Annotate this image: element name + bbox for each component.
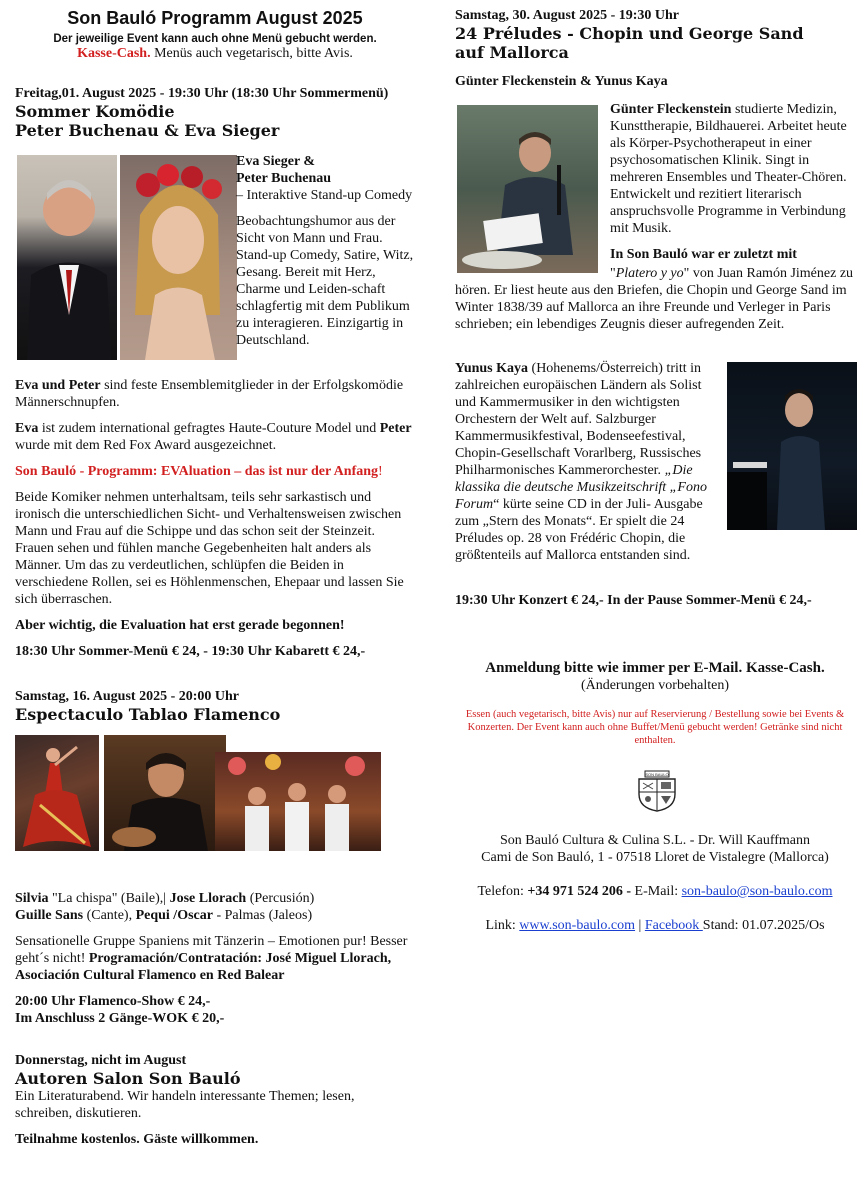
peter-rest: wurde mit dem Red Fox Award ausgezeichnet. [15, 438, 277, 453]
yunus-bio [455, 360, 720, 564]
group-drawing [215, 752, 381, 851]
guenter-fleckenstein-photo [457, 105, 598, 273]
performer-jose-role: (Percusión) [246, 891, 315, 906]
son-baulo-crest [635, 770, 679, 812]
flamenco-group-photo [215, 752, 381, 851]
yunus-photo-drawing [727, 362, 857, 530]
stand-date: Stand: 01.07.2025/Os [702, 918, 825, 933]
yunus-bio-text [455, 360, 720, 564]
guenter-name: Günter Fleckenstein [610, 102, 732, 117]
event-tagline: – Interaktive Stand-up Comedy [236, 188, 413, 203]
crest-text: SON BAULÓ [645, 772, 669, 777]
performer-names-2: Peter Buchenau [236, 171, 332, 186]
yunus-bio-part-1: (Hohenems/Österreich) tritt in zahlreichen europäischen Ländern als Solist und Kammermusiker in den wichtigsten Orchestern der Welt auf. Salzburger Kammermusikfestival, Bodenseefestival, Chopin-Gesellschaft Vorarlberg, Russisches Philharmonisches Kammerorchester. [455, 361, 702, 478]
flamenco-price-2: Im Anschluss 2 Gänge-WOK € 20,- [15, 1011, 225, 1026]
event-date: Donnerstag, nicht im August [15, 1053, 187, 1068]
food-notice: Essen (auch vegetarisch, bitte Avis) nur auf Reservierung / Bestellung sowie bei Events & Konzerten. Der Event kann auch ohne Buffet/Menü gebucht werden! Getränke sind nicht enthalten. [465, 709, 845, 746]
event-prices: 19:30 Uhr Konzert € 24,- In der Pause Sommer-Menü € 24,- [455, 593, 812, 608]
ensemble-text [15, 377, 415, 411]
link-label: Link: [485, 918, 520, 933]
flamenco-price-1: 20:00 Uhr Flamenco-Show € 24,- [15, 994, 211, 1009]
phone-number: +34 971 524 206 - [527, 884, 632, 899]
program-highlight [15, 463, 415, 480]
event-title: Sommer Komödie [15, 102, 175, 121]
email-label: E-Mail: [631, 884, 682, 899]
event-comedy [15, 85, 415, 140]
left-column [15, 0, 415, 1147]
event-title-2: auf Mallorca [455, 43, 569, 62]
flamenco-description [15, 933, 415, 984]
guenter-bio-text [610, 101, 855, 237]
page-subtitle: Der jeweilige Event kann auch ohne Menü gebucht werden. [53, 33, 377, 45]
yunus-bio-part-2: “ kürte seine CD in der Juli- Ausgabe zum „Stern des Monats“. Er spielt die 24 Préludes op. 28 von Frédéric Chopin, die größtenteils auf Mallorca entstanden sind. [455, 497, 703, 563]
event-prices: 18:30 Uhr Sommer-Menü € 24, - 19:30 Uhr Kabarett € 24,- [15, 644, 366, 659]
event-date: Samstag, 16. August 2025 - 20:00 Uhr [15, 689, 240, 704]
event-comedy-body [15, 377, 415, 660]
performer-guille-role: (Cante), [83, 908, 136, 923]
ensemble-rest: sind feste Ensemblemitglieder in der Erfolgskomödie Männerschnupfen. [15, 378, 404, 410]
event-artists: Günter Fleckenstein & Yunus Kaya [455, 74, 668, 89]
eva-name: Eva [15, 421, 39, 436]
performers-line-2 [15, 907, 415, 924]
guenter-bio [610, 101, 855, 263]
performer-pequi-role: - Palmas (Jaleos) [212, 908, 313, 923]
peter-buchenau-photo [17, 155, 117, 360]
last-appearance-rest: " von Juan Ramón Jiménez zu hören. Er liest heute aus den Briefen, die Chopin und George Sand im Winter 1838/39 auf Mallorca an ihre Freunde und Verleger in Paris schrieben; ein lebendiges Zeugnis dieser aufregenden Zeit. [455, 266, 854, 332]
event-note: Teilnahme kostenlos. Gäste willkommen. [15, 1132, 259, 1147]
kasse-label: Kasse-Cash. [77, 46, 151, 61]
eva-photo-drawing [120, 155, 237, 360]
flamenco-dancer-photo [15, 735, 99, 851]
chopin-prices-block [455, 592, 855, 609]
event-comedy-intro [236, 153, 416, 349]
last-appearance-bold: In Son Bauló war er zuletzt mit [610, 247, 797, 262]
performer-silvia: Silvia [15, 891, 49, 906]
eva-sieger-photo [120, 155, 237, 360]
event-description: Ein Literaturabend. Wir handeln interessante Themen; lesen, schreiben, diskutieren. [15, 1089, 355, 1121]
last-appearance [455, 265, 855, 333]
performer-guille: Guille Sans [15, 908, 84, 923]
platero-work: Platero y yo [615, 266, 684, 281]
event-title: Espectaculo Tablao Flamenco [15, 705, 281, 724]
dancer-drawing [15, 735, 99, 851]
yunus-kaya-photo [727, 362, 857, 530]
performers-line-1 [15, 890, 415, 907]
performer-pequi: Pequi /Oscar [135, 908, 213, 923]
website-link[interactable]: www.son-baulo.com [519, 918, 636, 933]
guenter-photo-drawing [457, 105, 598, 273]
event-title: 24 Préludes - Chopin und George Sand [455, 24, 804, 43]
kasse-rest: Menüs auch vegetarisch, bitte Avis. [150, 46, 353, 61]
company-name: Son Bauló Cultura & Culina S.L. - Dr. Will Kauffmann [499, 833, 810, 848]
contact-block [455, 832, 855, 934]
peter-photo-drawing [17, 155, 117, 360]
performer-silvia-role: "La chispa" (Baile),| [48, 891, 170, 906]
percussion-drawing [104, 735, 226, 851]
performer-names-1: Eva Sieger & [236, 154, 316, 169]
event-title: Autoren Salon Son Bauló [15, 1069, 241, 1088]
company-address: Cami de Son Bauló, 1 - 07518 Lloret de Vistalegre (Mallorca) [481, 850, 829, 865]
flamenco-desc-bold: Programación/Contratación: José Miguel Llorach, Asociación Cultural Flamenco en Red Balear [15, 951, 392, 983]
fono-forum: „Die klassika die deutsche Musikzeitschrift „Fono Forum [455, 463, 707, 512]
eva-rest: ist zudem international gefragtes Haute-Couture Model und [38, 421, 380, 436]
link-separator: | [635, 918, 645, 933]
event-flamenco [15, 688, 415, 724]
peter-name: Peter [379, 421, 412, 436]
changes-note: (Änderungen vorbehalten) [580, 678, 730, 693]
percussion-photo [104, 735, 226, 851]
quote-open: " [610, 266, 616, 281]
email-link[interactable]: son-baulo@son-baulo.com [681, 884, 833, 899]
event-body: Beide Komiker nehmen unterhaltsam, teils sehr sarkastisch und ironisch die unterschiedlichen Sicht- und Verhaltensweisen zwischen Mann und Frau auf die Schippe und das schon seit der Steinzeit. Frauen sehen und fühlen manche Gegebenheiten halt anders als Männer. Um das zu verdeutlichen, schlüpfen die Beiden in verschiedene Rollen, sei es Höhlenmenschen, Ehepaar und lassen Sie sich überraschen. [15, 490, 404, 607]
event-date: Freitag,01. August 2025 - 19:30 Uhr (18:30 Uhr Sommermenü) [15, 86, 389, 101]
event-flamenco-body [15, 890, 415, 1027]
event-important: Aber wichtig, die Evaluation hat erst gerade begonnen! [15, 618, 345, 633]
page-title: Son Bauló Programm August 2025 [67, 8, 363, 28]
awards-text [15, 420, 415, 454]
links-line [455, 917, 855, 934]
event-subtitle: Peter Buchenau & Eva Sieger [15, 121, 280, 140]
highlight-end: ! [378, 464, 383, 479]
footer [455, 660, 855, 747]
event-description: Beobachtungshumor aus der Sicht von Mann und Frau. Stand-up Comedy, Satire, Witz, Gesang. Bereit mit Herz, Charme und Leiden-schaft schlagfertig mit dem Publikum zu interagieren. Einzigartig in Deutschland. [236, 214, 414, 348]
contact-line [455, 883, 855, 900]
performer-jose: Jose Llorach [169, 891, 247, 906]
last-appearance-text [455, 265, 855, 333]
ensemble-names: Eva und Peter [15, 378, 101, 393]
event-chopin [455, 7, 855, 90]
guenter-bio-rest: studierte Medizin, Kunsttherapie, Bildhauerei. Arbeitet heute als Körper-Psychotherapeut in einer psychosomatischen Klinik. Singt in mehreren Ensembles und Theater-Chören. Entwickelt und rezitiert literarisch anspruchsvolle Programme in Verbindung mit Musik. [610, 102, 847, 236]
event-date: Samstag, 30. August 2025 - 19:30 Uhr [455, 8, 680, 23]
phone-label: Telefon: [477, 884, 528, 899]
yunus-name: Yunus Kaya [455, 361, 529, 376]
event-authors-salon [15, 1052, 415, 1148]
signup-note: Anmeldung bitte wie immer per E-Mail. Kasse-Cash. [485, 660, 825, 676]
facebook-link[interactable]: Facebook [644, 918, 703, 933]
flamenco-desc-plain: Sensationelle Gruppe Spaniens mit Tänzerin – Emotionen pur! Besser geht´s nicht! [15, 934, 408, 966]
kasse-line [15, 46, 415, 62]
crest-icon [635, 770, 679, 812]
highlight-text: Son Bauló - Programm: EVAluation – das ist nur der Anfang [15, 464, 379, 479]
